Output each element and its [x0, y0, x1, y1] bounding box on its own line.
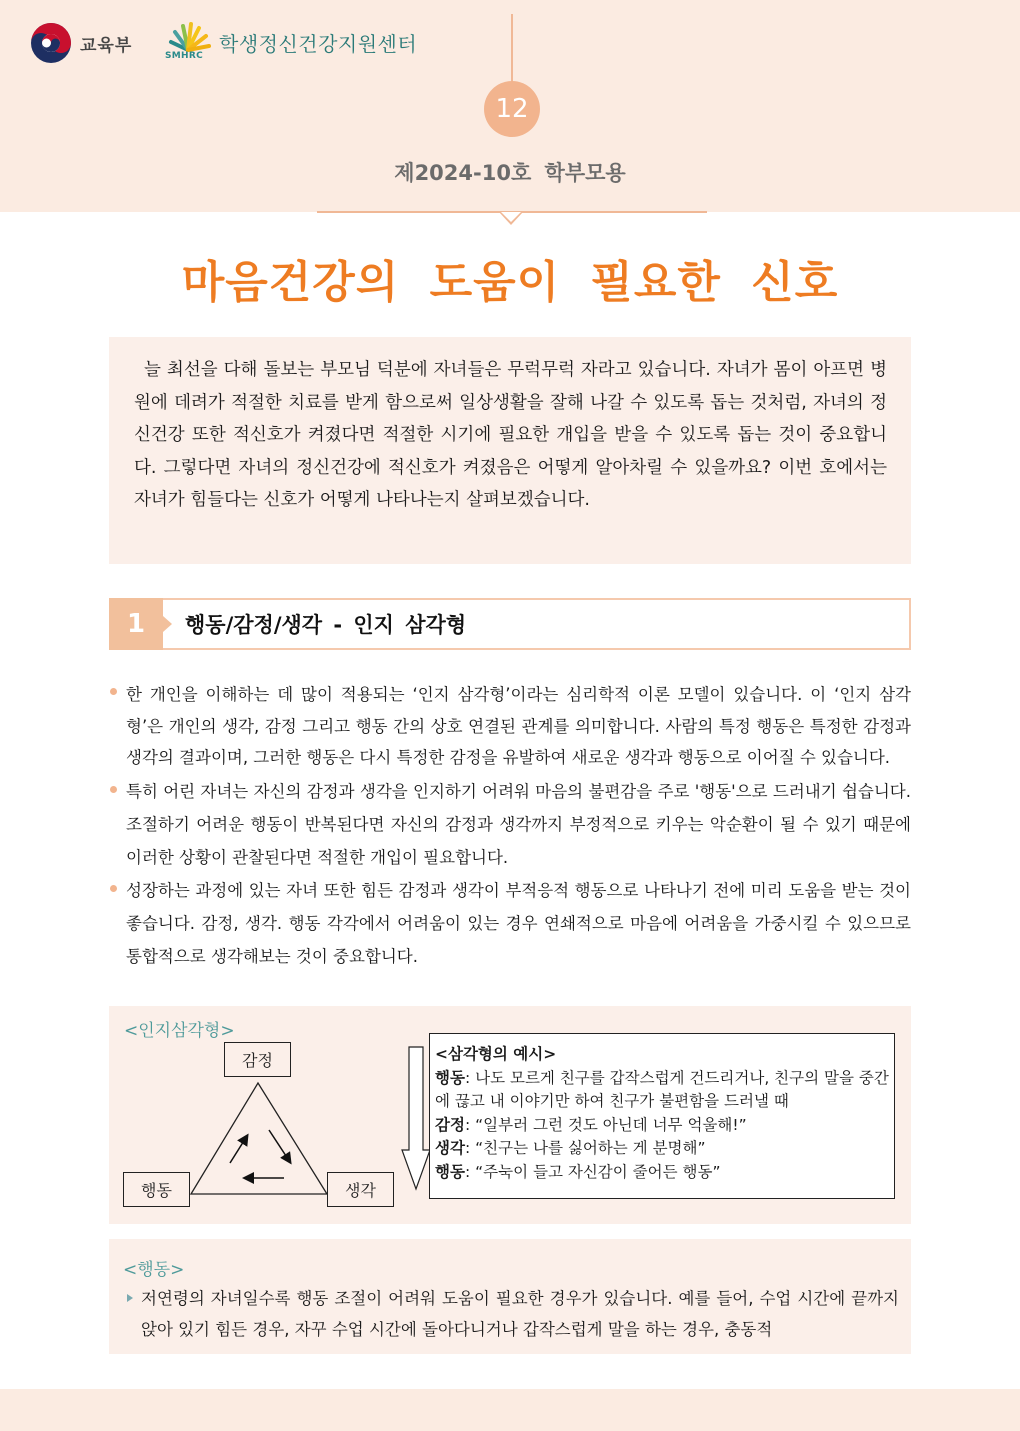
- example-key: 행동: [435, 1068, 465, 1087]
- intro-box: [109, 337, 911, 564]
- behavior-label: <행동>: [123, 1260, 185, 1280]
- footer-band: [0, 1389, 1020, 1431]
- node-emotion: 감정: [224, 1042, 291, 1077]
- example-line: [435, 1114, 889, 1138]
- example-key: 행동: [435, 1162, 465, 1181]
- behavior-text: 저연령의 자녀일수록 행동 조절이 어려워 도움이 필요한 경우가 있습니다. 예를 들어, 수업 시간에 끝까지 앉아 있기 힘든 경우, 자꾸 수업 시간에 돌아다니거나 갑작스럽게 말을 하는 경우, 충동적: [141, 1289, 899, 1339]
- divider-notch-inner: [501, 212, 521, 222]
- example-box: [429, 1033, 895, 1199]
- taeguk-emblem-icon: [30, 22, 72, 64]
- behavior-panel: [109, 1239, 911, 1354]
- bullet-dot-icon: [110, 786, 117, 793]
- bullet-item: [109, 679, 911, 774]
- example-line: [435, 1067, 889, 1114]
- bullet-dot-icon: [110, 885, 117, 892]
- example-key: 생각: [435, 1139, 465, 1157]
- bullet-dot-icon: [110, 688, 117, 695]
- bullet-text: 성장하는 과정에 있는 자녀 또한 힘든 감정과 생각이 부적응적 행동으로 나타나기 전에 미리 도움을 받는 것이 좋습니다. 감정, 생각. 행동 각각에서 어려움이 있는 경우 연쇄적으로 마음에 어려움을 가중시킬 수 있으므로 통합적으로 생각해보는 것이 중요합니다.: [126, 880, 911, 966]
- section-title: 행동/감정/생각 - 인지 삼각형: [185, 613, 467, 637]
- smhrc-logo-text: SMHRC: [165, 51, 204, 61]
- section-number: 1: [109, 598, 163, 650]
- center-name: 학생정신건강지원센터: [219, 31, 418, 56]
- bullet-text: 특히 어린 자녀는 자신의 감정과 생각을 인지하기 어려워 마음의 불편감을 주로 '행동'으로 드러내기 쉽습니다. 조절하기 어려운 행동이 반복된다면 자신의 감정과 생각까지 부정적으로 키우는 악순환이 될 수 있기 때문에 이러한 상황이 관찰된다면 적절한 개입이 필요합니다.: [126, 781, 911, 867]
- node-behavior: 행동: [123, 1172, 190, 1207]
- example-key: 감정: [435, 1115, 465, 1134]
- example-text: : “일부러 그런 것도 아닌데 너무 억울해!”: [464, 1115, 747, 1134]
- diagram-label: <인지삼각형>: [124, 1021, 235, 1041]
- bullet-list: [109, 679, 911, 973]
- bullet-text: 한 개인을 이해하는 데 많이 적용되는 ‘인지 삼각형’이라는 심리학적 이론 모델이 있습니다. 이 ‘인지 삼각형’은 개인의 생각, 감정 그리고 행동 간의 상호 연결된 관계를 의미합니다. 사람의 특정 행동은 특정한 감정과 생각의 결과이며, 그러한 행동은 다시 특정한 감정을 유발하여 새로운 생각과 행동으로 이어질 수 있습니다.: [126, 685, 911, 767]
- issue-number-badge: 12: [484, 81, 540, 137]
- ministry-logo: [30, 22, 132, 64]
- smhrc-sunburst-icon: [163, 22, 213, 62]
- example-line: [435, 1161, 889, 1185]
- ministry-name: 교육부: [80, 35, 133, 56]
- example-text: : “주눅이 들고 자신감이 줄어든 행동”: [464, 1162, 721, 1181]
- bullet-item: [109, 775, 911, 874]
- behavior-item: [123, 1283, 899, 1345]
- example-title: <삼각형의 예시>: [435, 1045, 557, 1063]
- example-text: : 나도 모르게 친구를 갑작스럽게 건드리거나, 친구의 말을 중간에 끊고 내 이야기만 하여 친구가 불편함을 드러낼 때: [435, 1068, 889, 1110]
- node-thought: 생각: [327, 1172, 394, 1207]
- issue-label: 제2024-10호 학부모용: [394, 161, 626, 185]
- sequence-down-arrow-icon: [402, 1047, 430, 1189]
- intro-text: 늘 최선을 다해 돌보는 부모님 덕분에 자녀들은 무럭무럭 자라고 있습니다. 자녀가 몸이 아프면 병원에 데려가 적절한 치료를 받게 함으로써 일상생활을 잘해 나갈 수 있도록 돕는 것처럼, 자녀의 정신건강 또한 적신호가 켜졌다면 적절한 시기에 필요한 개입을 받을 수 있도록 돕는 것이 중요합니다. 그렇다면 자녀의 정신건강에 적신호가 켜졌음은 어떻게 알아차릴 수 있을까요? 이번 호에서는 자녀가 힘들다는 신호가 어떻게 나타나는지 살펴보겠습니다.: [134, 360, 887, 510]
- example-line: [435, 1137, 889, 1161]
- triangle-bullet-icon: [127, 1294, 133, 1302]
- page-title: 마음건강의 도움이 필요한 신호: [181, 257, 839, 308]
- header-connector-line: [511, 14, 513, 86]
- bullet-item: [109, 874, 911, 973]
- center-logo: [163, 22, 417, 62]
- example-text: : “친구는 나를 싫어하는 게 분명해”: [464, 1139, 706, 1157]
- section-header: [109, 598, 911, 650]
